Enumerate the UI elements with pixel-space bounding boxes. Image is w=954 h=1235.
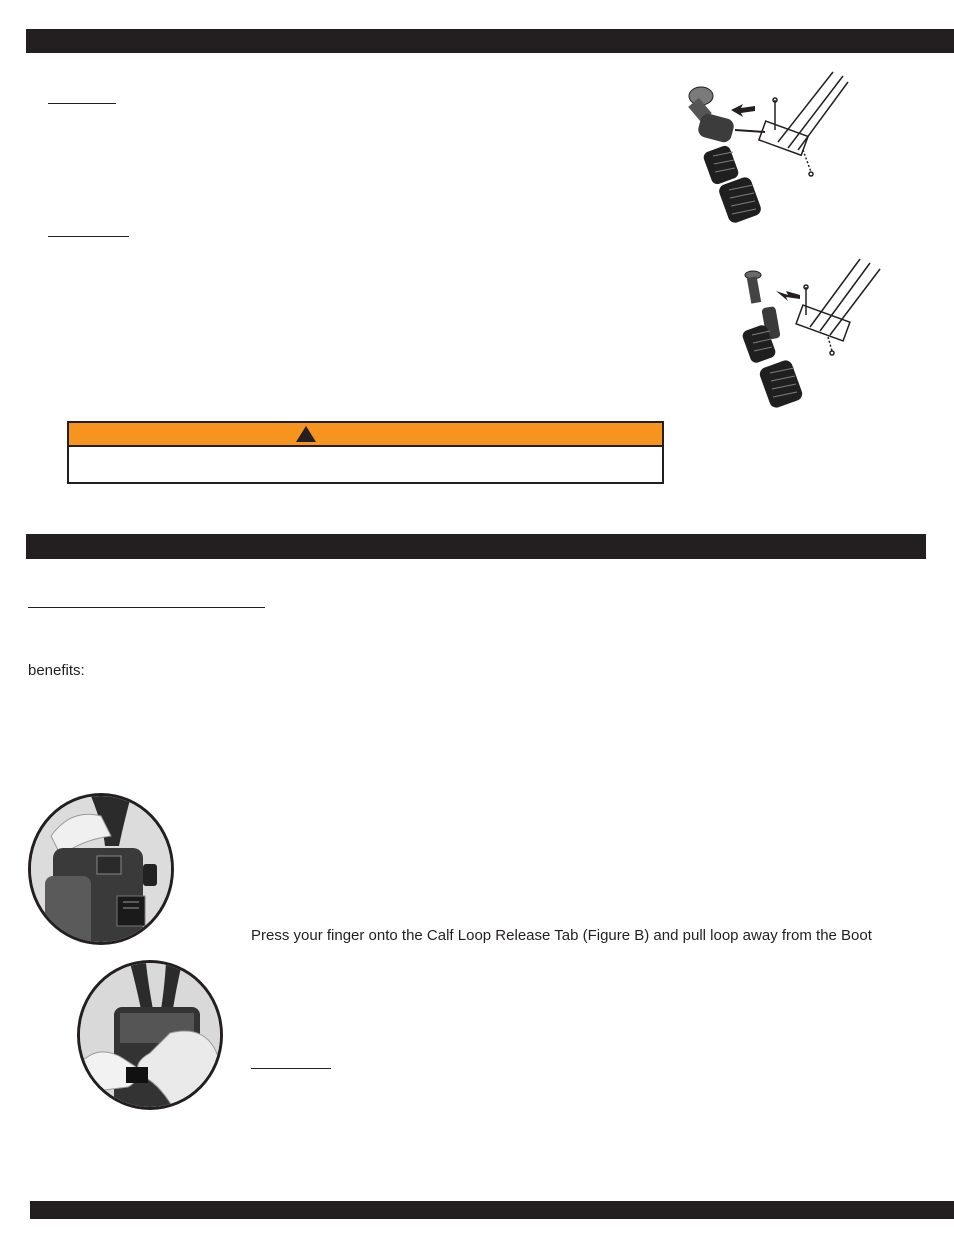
subheading-underline-4 <box>251 1068 331 1069</box>
warning-box <box>67 421 664 484</box>
section-header-bar-top <box>26 29 954 53</box>
subheading-underline-2 <box>48 236 129 237</box>
warning-triangle-icon <box>295 425 317 443</box>
calf-loop-photo-a <box>28 793 174 945</box>
calf-loop-photo-b <box>77 960 223 1110</box>
section-header-bar-middle <box>26 534 926 559</box>
subheading-underline-3 <box>28 607 265 608</box>
subheading-underline-1 <box>48 103 116 104</box>
foot-roller-assembly-figure-2 <box>740 255 890 415</box>
footer-bar <box>30 1201 954 1219</box>
foot-roller-assembly-figure-1 <box>683 70 863 225</box>
benefits-label: benefits: <box>28 662 85 679</box>
release-instruction-text: Press your finger onto the Calf Loop Release Tab (Figure B) and pull loop away from the Boot <box>251 927 872 944</box>
warning-header <box>69 423 662 447</box>
